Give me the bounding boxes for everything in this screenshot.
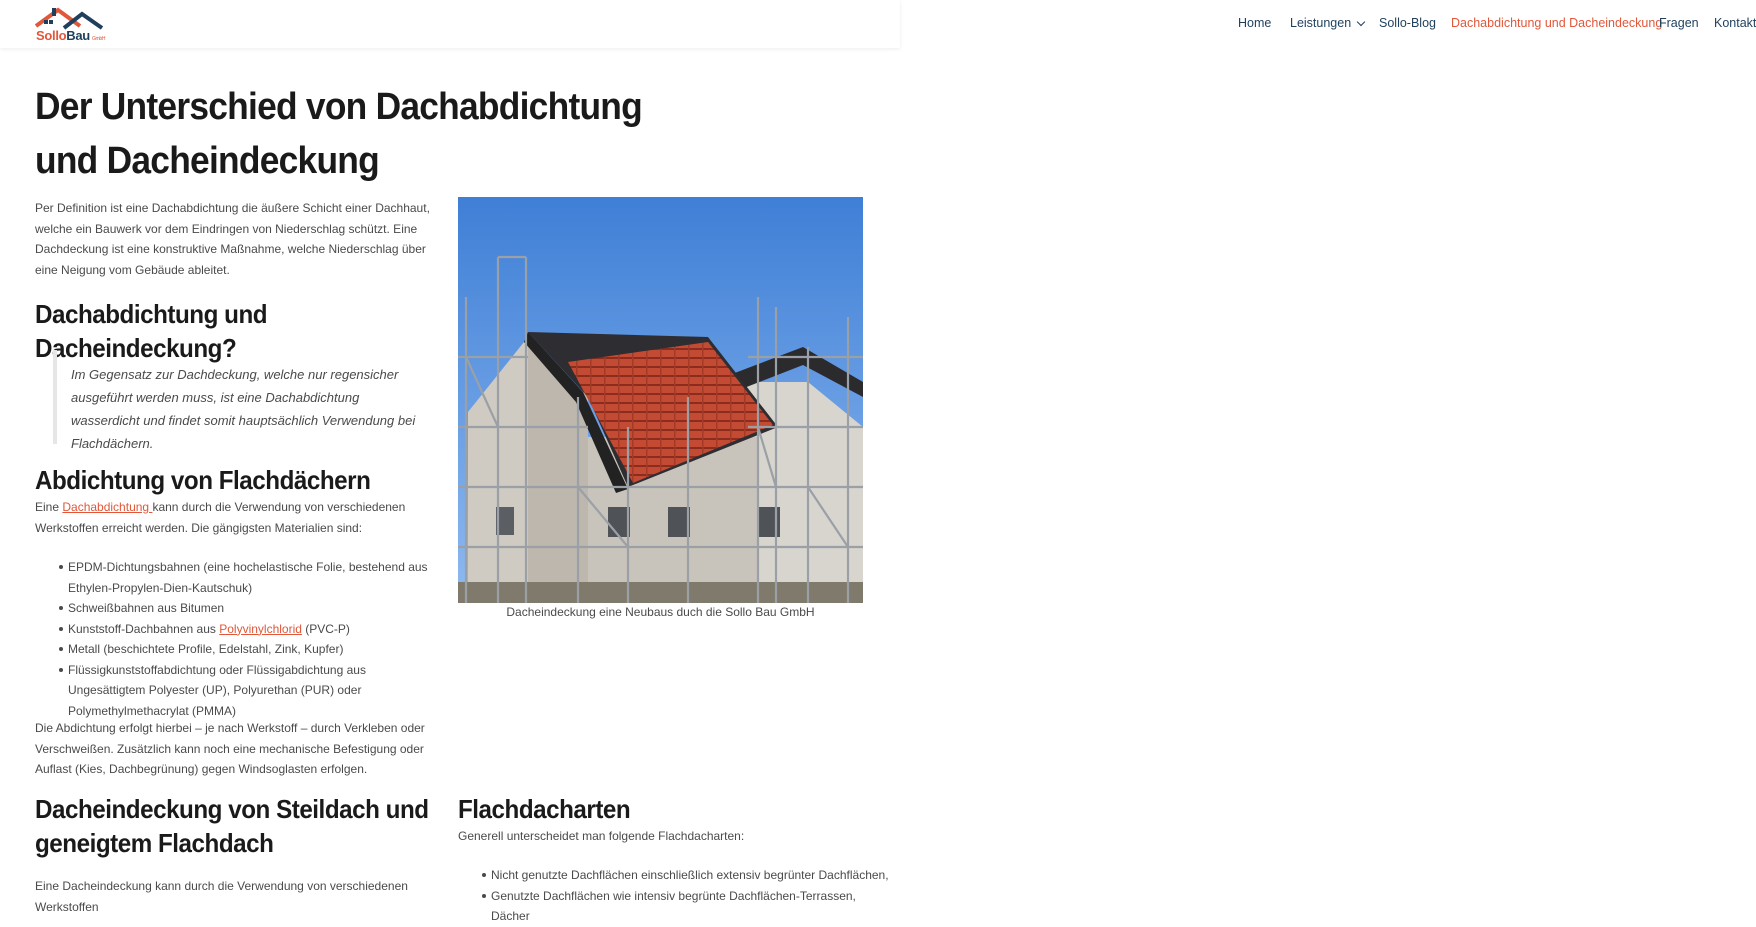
blockquote bbox=[53, 350, 442, 451]
house-photo-illustration bbox=[458, 197, 863, 603]
steep-roof-paragraph: Eine Dacheindeckung kann durch die Verwendung von verschiedenen Werkstoffen bbox=[35, 879, 408, 914]
heading-flat-roof-types: Flachdacharten bbox=[458, 794, 631, 824]
nav-sollo-blog[interactable]: Sollo-Blog bbox=[1379, 16, 1436, 30]
flat-roofs-paragraph bbox=[35, 497, 445, 538]
flat-text-pre: Eine bbox=[35, 500, 63, 514]
heading-question: Dachabdichtung und Dacheindeckung? bbox=[35, 299, 268, 363]
sealing-paragraph: Die Abdichtung erfolgt hierbei – je nach Werkstoff – durch Verkleben oder Verschweißen. Zusätzlich kann noch eine mechanische Befestigung oder Auflast (Kies, Dachbegrünung) gegen Windsoglasten erfolgen. bbox=[35, 721, 425, 776]
nav-dachabdichtung[interactable]: Dachabdichtung und Dacheindeckung bbox=[1451, 16, 1663, 30]
list-item: Genutzte Dachflächen wie intensiv begrünte Dachflächen-Terrassen, Dächer bbox=[491, 886, 896, 927]
list-item: EPDM-Dichtungsbahnen (eine hochelastische Folie, bestehend aus Ethylen-Propylen-Dien-Kautschuk) bbox=[68, 557, 443, 598]
blockquote-text: Im Gegensatz zur Dachdeckung, welche nur regensicher ausgeführt werden muss, ist eine Dachabdichtung wasserdicht und findet somit hauptsächlich Verwendung bei Flachdächern. bbox=[71, 367, 416, 451]
image-caption: Dacheindeckung eine Neubaus duch die Sollo Bau GmbH bbox=[506, 605, 815, 619]
chevron-down-icon bbox=[1357, 18, 1365, 26]
materials-list bbox=[35, 557, 443, 721]
intro-paragraph: Per Definition ist eine Dachabdichtung die äußere Schicht einer Dachhaut, welche ein Bauwerk vor dem Eindringen von Niederschlag schützt. Eine Dachdeckung ist eine konstruktive Maßnahme, welche Niederschlag über eine Neigung vom Gebäude ableitet. bbox=[35, 201, 430, 277]
heading-steep-roof: Dacheindeckung von Steildach und geneigtem Flachdach bbox=[35, 794, 429, 858]
polyvinylchlorid-link[interactable]: Polyvinylchlorid bbox=[219, 621, 302, 636]
dachabdichtung-link[interactable]: Dachabdichtung bbox=[62, 500, 153, 514]
flat-text-post: kann durch die Verwendung von verschiedenen Werkstoffen erreicht werden. Die gängigsten Materialien sind: bbox=[35, 500, 406, 535]
list-item: Nicht genutzte Dachflächen einschließlich extensiv begrünter Dachflächen, bbox=[491, 865, 896, 886]
list-item-text: Kunststoff-Dachbahnen aus bbox=[68, 621, 220, 636]
nav-leistungen-label: Leistungen bbox=[1290, 16, 1352, 30]
nav-kontakt[interactable]: Kontakt bbox=[1714, 16, 1756, 30]
list-item: Metall (beschichtete Profile, Edelstahl, Zink, Kupfer) bbox=[68, 639, 443, 660]
house-roof-icon bbox=[34, 4, 106, 30]
site-header bbox=[0, 0, 1756, 48]
nav-leistungen[interactable] bbox=[1290, 16, 1364, 30]
site-logo[interactable] bbox=[34, 4, 106, 44]
house-under-construction-image bbox=[458, 197, 863, 603]
list-item: Schweißbahnen aus Bitumen bbox=[68, 598, 443, 619]
nav-home[interactable]: Home bbox=[1238, 16, 1272, 30]
flat-roof-types-list bbox=[458, 865, 896, 927]
list-item bbox=[68, 619, 443, 640]
nav-fragen[interactable]: Fragen bbox=[1659, 16, 1699, 30]
logo-text: SolloBau GmbH bbox=[36, 28, 106, 43]
page-title: Der Unterschied von Dachabdichtung und Dacheindeckung bbox=[35, 86, 642, 182]
list-item-text: (PVC-P) bbox=[301, 621, 350, 636]
flat-roof-types-paragraph: Generell unterscheidet man folgende Flachdacharten: bbox=[458, 829, 745, 843]
heading-flat-roofs: Abdichtung von Flachdächern bbox=[35, 465, 371, 495]
list-item: Flüssigkunststoffabdichtung oder Flüssigabdichtung aus Ungesättigtem Polyester (UP), Polyurethan (PUR) oder Polymethylmethacrylat (PMMA) bbox=[68, 660, 443, 722]
